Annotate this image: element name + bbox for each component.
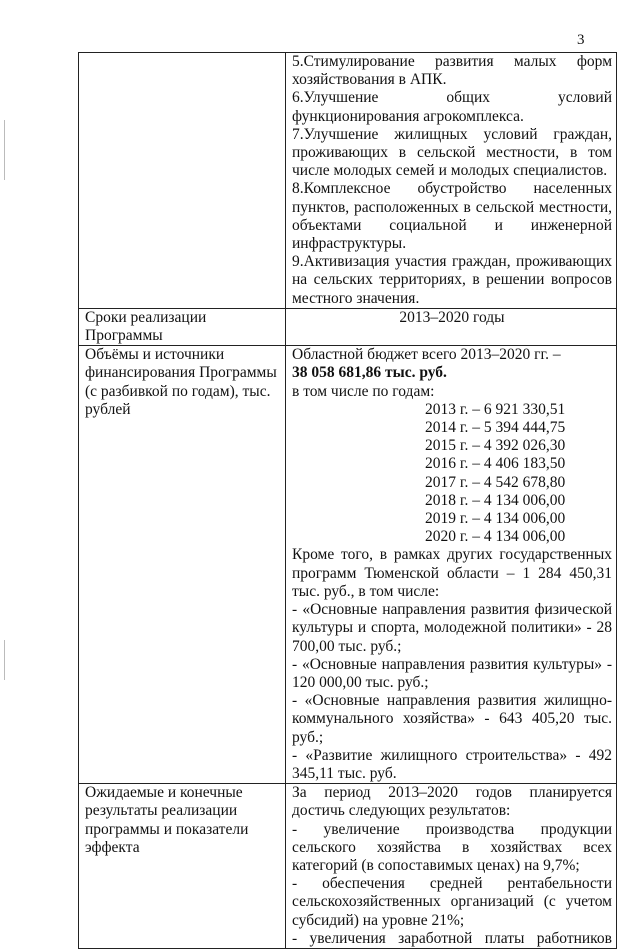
program-passport-table bbox=[78, 52, 617, 949]
funding-cell bbox=[286, 346, 617, 784]
funding-intro: Областной бюджет всего 2013–2020 гг. – bbox=[292, 346, 561, 364]
funding-years-list bbox=[425, 401, 612, 547]
results-item: - обеспечения средней рентабельности сельскохозяйственных организаций (с учетом субсидий) на уровне 21%; bbox=[292, 875, 612, 929]
funding-year-item: 2019 г. – 4 134 006,00 bbox=[425, 510, 566, 528]
margin-line bbox=[4, 640, 5, 680]
funding-other-programs: Кроме того, в рамках других государственных программ Тюменской области – 1 284 450,31 тыс. руб., в том числе: bbox=[292, 546, 612, 600]
task-item: 6.Улучшение общих условий функционирования агрокомплекса. bbox=[292, 89, 612, 125]
empty-label-cell bbox=[79, 53, 286, 309]
page-number: 3 bbox=[577, 32, 585, 48]
funding-year-item: 2018 г. – 4 134 006,00 bbox=[425, 491, 566, 509]
funding-year-item: 2013 г. – 6 921 330,51 bbox=[425, 400, 566, 418]
results-item: - увеличение производства продукции сельского хозяйства в хозяйствах всех категорий (в сопоставимых ценах) на 9,7%; bbox=[292, 820, 612, 874]
funding-year-item: 2020 г. – 4 134 006,00 bbox=[425, 528, 566, 546]
table-row-funding bbox=[79, 346, 617, 784]
funding-year-item: 2015 г. – 4 392 026,30 bbox=[425, 437, 566, 455]
funding-total: 38 058 681,86 тыс. руб. bbox=[292, 364, 447, 382]
terms-cell bbox=[286, 308, 617, 345]
task-item: 9.Активизация участия граждан, проживающих на сельских территориях, в решении вопросов местного значения. bbox=[292, 253, 612, 307]
terms-value: 2013–2020 годы bbox=[399, 308, 505, 326]
terms-label: Сроки реализации Программы bbox=[79, 308, 286, 345]
results-cell bbox=[286, 784, 617, 949]
table-row-results bbox=[79, 784, 617, 949]
results-label: Ожидаемые и конечные результаты реализации программы и показатели эффекта bbox=[79, 784, 286, 949]
funding-year-item: 2016 г. – 4 406 183,50 bbox=[425, 455, 566, 473]
funding-year-item: 2017 г. – 4 542 678,80 bbox=[425, 473, 566, 491]
funding-label: Объёмы и источники финансирования Программы (с разбивкой по годам), тыс. рублей bbox=[79, 346, 286, 784]
funding-program-item: - «Основные направления развития культуры» - 120 000,00 тыс. руб.; bbox=[292, 655, 612, 691]
task-item: 7.Улучшение жилищных условий граждан, проживающих в сельской местности, в том числе молодых семей и молодых специалистов. bbox=[292, 125, 612, 180]
tasks-cell bbox=[286, 53, 617, 309]
table-row-terms bbox=[79, 308, 617, 345]
task-item: 8.Комплексное обустройство населенных пунктов, расположенных в сельской местности, объектами социальной и инженерной инфраструктуры. bbox=[292, 180, 612, 253]
funding-program-item: - «Развитие жилищного строительства» - 492 345,11 тыс. руб. bbox=[292, 746, 612, 782]
margin-line bbox=[4, 120, 5, 180]
table-row-tasks bbox=[79, 53, 617, 309]
funding-program-item: - «Основные направления развития жилищно-коммунального хозяйства» - 643 405,20 тыс. руб.; bbox=[292, 692, 612, 746]
task-item: 5.Стимулирование развития малых форм хозяйствования в АПК. bbox=[292, 53, 612, 89]
funding-program-item: - «Основные направления развития физической культуры и спорта, молодежной политики» - 28 700,00 тыс. руб.; bbox=[292, 601, 612, 655]
results-item: - увеличения заработной платы работников bbox=[292, 929, 612, 947]
results-intro: За период 2013–2020 годов планируется достичь следующих результатов: bbox=[292, 784, 612, 820]
funding-by-years-label: в том числе по годам: bbox=[292, 382, 435, 400]
funding-year-item: 2014 г. – 5 394 444,75 bbox=[425, 419, 566, 437]
